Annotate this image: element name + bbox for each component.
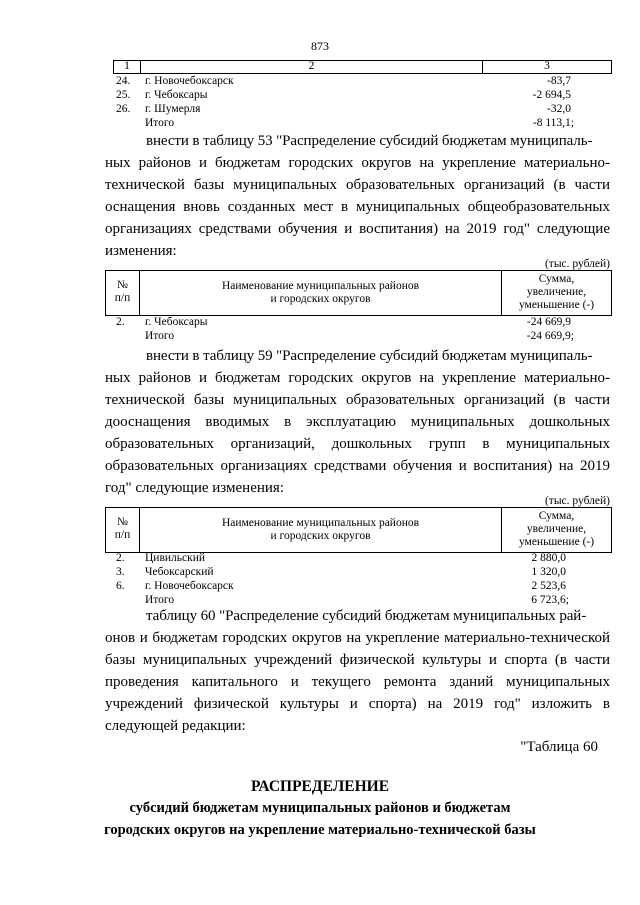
table3-col-sum-line2: увеличение, <box>526 523 587 535</box>
table3-row-no: 6. <box>116 580 125 592</box>
table2-total-label: Итого <box>145 330 175 342</box>
table3-row-value: 2 523,6 <box>531 580 566 592</box>
table3-row-name: Чебоксарский <box>145 566 214 578</box>
units-label: (тыс. рублей) <box>544 495 610 507</box>
table1-row-name: г. Новочебоксарск <box>145 75 234 87</box>
table1-row-no: 26. <box>116 103 131 115</box>
paragraph-3-first-line: таблицу 60 "Распределение субсидий бюджетам муниципальных рай- <box>146 608 587 624</box>
table3-total-value: 6 723,6; <box>531 594 569 606</box>
table1-total-label: Итого <box>145 117 175 129</box>
table1-col1: 1 <box>124 60 130 72</box>
table1-row-no: 25. <box>116 89 131 101</box>
table3-col-sum-line3: уменьшение (-) <box>518 536 595 548</box>
table1-col3: 3 <box>544 60 550 72</box>
table1-row-value: -83,7 <box>547 75 571 87</box>
section-subtitle-line1: субсидий бюджетам муниципальных районов и бюджетам <box>129 800 511 816</box>
table2-total-value: -24 669,9; <box>526 330 574 342</box>
table1-row-value: -32,0 <box>547 103 571 115</box>
table1-col2: 2 <box>308 60 315 72</box>
table3-total-label: Итого <box>145 594 175 606</box>
table1-row-value: -2 694,5 <box>532 89 571 101</box>
paragraph-2: ных районов и бюджетам городских округов на укрепление материально-технической базы муниципальных образовательных организаций (в части дооснащения вводимых в эксплуатацию муниципальных дошкольных образовательных организаций, дошкольных групп в муниципальных образовательных организациях средствами обучения и воспитания) на 2019 год" следующие изменения: <box>105 370 610 496</box>
table3-row-name: г. Новочебоксарск <box>145 580 234 592</box>
table1-header <box>113 60 612 74</box>
units-label: (тыс. рублей) <box>544 258 610 270</box>
table2-col-number: № п/п <box>114 279 131 304</box>
section-title: РАСПРЕДЕЛЕНИЕ <box>250 778 390 795</box>
table3-row-value: 2 880,0 <box>531 552 566 564</box>
table2-header <box>105 270 612 316</box>
table2-row-value: -24 669,9 <box>526 316 571 328</box>
table2-col-sum-line3: уменьшение (-) <box>518 299 595 311</box>
table2-col-name-line1: Наименование муниципальных районов <box>221 280 420 292</box>
table3-col-name-line1: Наименование муниципальных районов <box>221 517 420 529</box>
paragraph-3: онов и бюджетам городских округов на укрепление материально-технической базы муниципальных учреждений физической культуры и спорта (в части проведения капитального и текущего ремонта зданий муниципальных учреждений физической культуры и спорта) на 2019 год" изложить в следующей редакции: <box>105 630 610 734</box>
table2-col-sum-line2: увеличение, <box>526 286 587 298</box>
paragraph-1-first-line: внести в таблицу 53 "Распределение субсидий бюджетам муниципаль- <box>146 133 593 149</box>
table1-row-name: г. Чебоксары <box>145 89 208 101</box>
page-number: 873 <box>311 39 329 53</box>
table1-total-value: -8 113,1; <box>532 117 574 129</box>
table3-row-value: 1 320,0 <box>531 566 566 578</box>
table1-row-name: г. Шумерля <box>145 103 201 115</box>
table2-col-name-line2: и городских округов <box>270 293 371 305</box>
table2-row-no: 2. <box>116 316 125 328</box>
table2-row-name: г. Чебоксары <box>145 316 208 328</box>
table3-col-sum-line1: Сумма, <box>538 510 575 522</box>
paragraph-1: ных районов и бюджетам городских округов на укрепление материально-технической базы муниципальных образовательных организаций (в части оснащения вновь созданных мест в муниципальных общеобразовательных организациях средствами обучения и воспитания) на 2019 год" следующие изменения: <box>105 155 610 259</box>
section-subtitle-line2: городских округов на укрепление материально-технической базы <box>104 822 536 838</box>
table2-col-sum-line1: Сумма, <box>538 273 575 285</box>
table1-row-no: 24. <box>116 75 131 87</box>
table3-row-name: Цивильский <box>145 552 206 564</box>
paragraph-2-first-line: внести в таблицу 59 "Распределение субсидий бюджетам муниципаль- <box>146 348 593 364</box>
table3-header <box>105 507 612 553</box>
table3-row-no: 3. <box>116 566 125 578</box>
table3-col-number: № п/п <box>114 516 131 541</box>
table-reference: "Таблица 60 <box>520 739 598 755</box>
table3-row-no: 2. <box>116 552 125 564</box>
table3-col-name-line2: и городских округов <box>270 530 371 542</box>
